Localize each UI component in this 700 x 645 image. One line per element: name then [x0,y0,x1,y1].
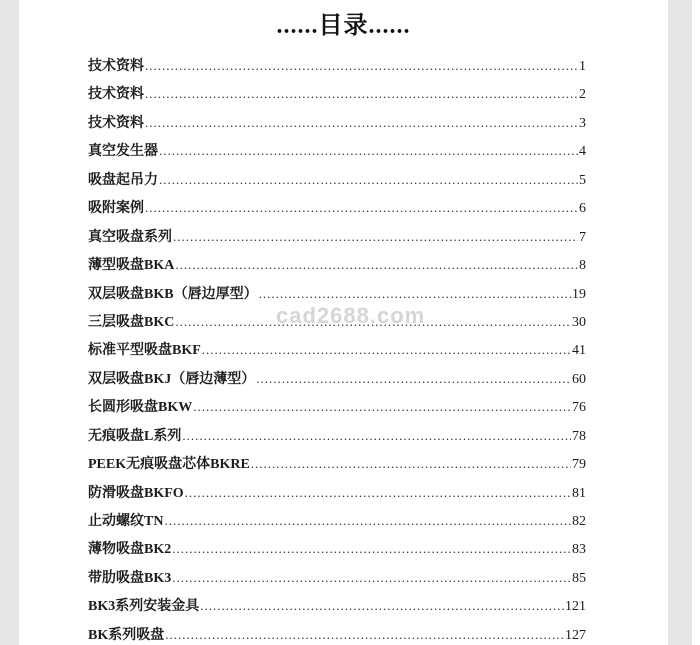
page-title: ......目录...... [276,13,411,39]
dotted-leader [172,564,571,592]
dotted-leader [159,137,578,165]
toc-entry[interactable] [88,194,586,222]
toc-entry[interactable] [88,166,586,194]
toc-entry-title: 吸盘起吊力 [88,172,158,188]
toc-entry-title: 无痕吸盘L系列 [88,428,182,444]
toc-entry-title: PEEK无痕吸盘芯体BKRE [88,457,250,473]
dotted-leader [159,166,578,194]
toc-entry-page-number: 19 [572,286,586,302]
toc-entry-title: 三层吸盘BKC [88,314,175,330]
toc-entry[interactable] [88,564,586,592]
document-page [19,0,668,645]
dotted-leader [175,251,578,279]
toc-entry-page-number: 1 [579,59,586,74]
toc-entry[interactable] [88,280,586,308]
toc-entry-title: BK系列吸盘 [88,627,165,643]
toc-list [88,52,586,645]
toc-entry-title: 长圆形吸盘BKW [88,400,193,416]
toc-entry[interactable] [88,507,586,535]
toc-entry-title: BK3系列安装金具 [88,599,200,615]
toc-entry-page-number: 79 [572,457,586,473]
dotted-leader [175,308,571,336]
toc-entry-title: 标准平型吸盘BKF [88,343,201,359]
dotted-leader [200,592,564,620]
toc-entry[interactable] [88,109,586,137]
toc-entry[interactable] [88,137,586,165]
toc-entry-title: 技术资料 [88,59,144,74]
toc-entry-page-number: 78 [572,428,586,444]
toc-entry-page-number: 121 [565,599,586,615]
dotted-leader [164,507,571,535]
toc-entry[interactable] [88,365,586,393]
dotted-leader [251,450,571,478]
toc-entry-title: 双层吸盘BKB（唇边厚型） [88,286,258,302]
toc-entry-page-number: 30 [572,314,586,330]
toc-entry-page-number: 81 [572,485,586,501]
toc-entry-page-number: 76 [572,400,586,416]
dotted-leader [145,80,578,108]
watermark: cad2688.com [276,303,426,328]
dotted-leader [182,422,571,450]
dotted-leader [256,365,571,393]
toc-entry-title: 止动螺纹TN [88,514,164,529]
dotted-leader [185,479,571,507]
toc-entry[interactable] [88,80,586,108]
toc-entry-title: 真空发生器 [88,144,158,160]
dotted-leader [165,621,564,645]
toc-entry[interactable] [88,592,586,620]
toc-entry[interactable] [88,535,586,563]
dotted-leader [145,109,578,137]
toc-entry[interactable] [88,251,586,279]
dotted-leader [145,194,578,222]
toc-entry-title: 薄物吸盘BK2 [88,542,172,558]
dotted-leader [172,535,571,563]
toc-entry-page-number: 60 [572,371,586,387]
toc-entry[interactable] [88,450,586,478]
toc-entry-page-number: 8 [579,258,586,274]
toc-entry[interactable] [88,621,586,645]
toc-entry-title: 技术资料 [88,87,144,103]
toc-entry-page-number: 82 [572,514,586,529]
toc-entry[interactable] [88,223,586,251]
toc-entry-title: 带肋吸盘BK3 [88,570,172,586]
toc-entry[interactable] [88,479,586,507]
toc-entry-page-number: 7 [579,229,586,245]
toc-entry-page-number: 6 [579,201,586,217]
toc-entry-title: 吸附案例 [88,201,144,217]
toc-entry-page-number: 5 [579,172,586,188]
toc-entry-page-number: 41 [572,343,586,359]
toc-entry[interactable] [88,308,586,336]
toc-entry[interactable] [88,336,586,364]
toc-entry-page-number: 83 [572,542,586,558]
dotted-leader [193,393,571,421]
dotted-leader [173,223,578,251]
toc-entry-page-number: 2 [579,87,586,103]
toc-entry-page-number: 3 [579,115,586,131]
toc-entry-title: 真空吸盘系列 [88,229,172,245]
toc-entry-page-number: 127 [565,627,586,643]
viewer-right-gutter [668,0,692,645]
toc-entry[interactable] [88,422,586,450]
dotted-leader [145,52,578,80]
toc-entry-title: 技术资料 [88,115,144,131]
toc-entry-title: 薄型吸盘BKA [88,258,175,274]
dotted-leader [259,280,571,308]
toc-entry[interactable] [88,52,586,80]
viewer-left-gutter [0,0,19,645]
toc-entry-page-number: 85 [572,570,586,586]
toc-entry-title: 双层吸盘BKJ（唇边薄型） [88,371,256,387]
toc-entry[interactable] [88,393,586,421]
toc-entry-title: 防滑吸盘BKFO [88,485,184,501]
toc-entry-page-number: 4 [579,144,586,160]
dotted-leader [202,336,571,364]
